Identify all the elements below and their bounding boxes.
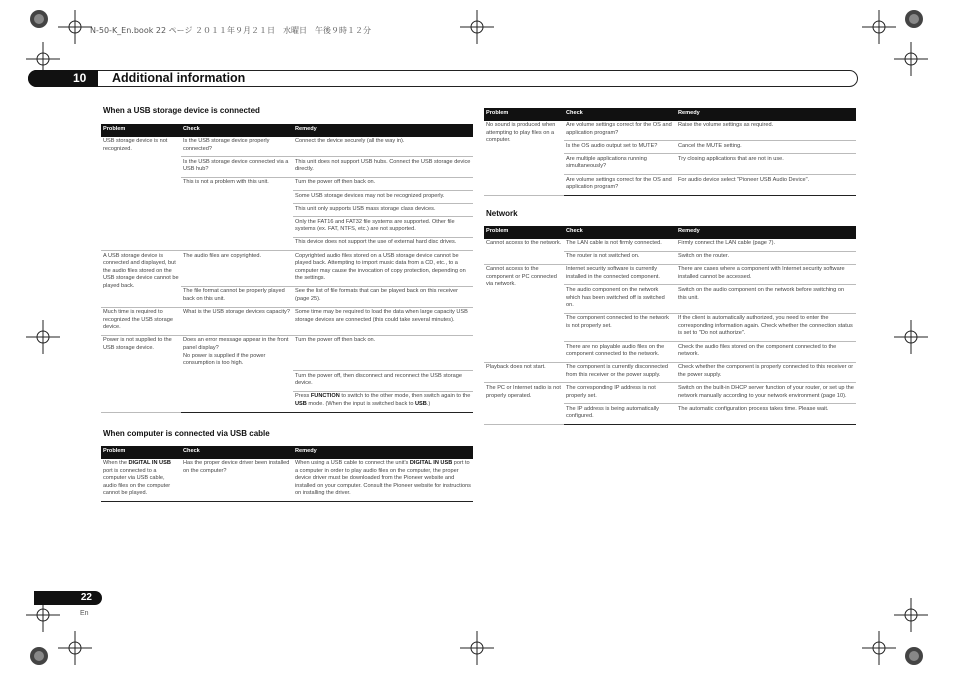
remedy-cell: When using a USB cable to connect the unit's DIGITAL IN USB port to a computer in order to play audio files on the computer, the proper device driver must be downloaded from the Pioneer website and installed on your computer. Consult the Pioneer website for instructions on installing the driver. [293,459,473,502]
chapter-title: Additional information [112,71,246,85]
check-cell: The IP address is being automatically configured. [564,404,676,425]
check-cell: The file format cannot be properly played back on this unit. [181,286,293,307]
check-cell [181,237,293,250]
remedy-cell: Some time may be required to load the data when large capacity USB storage devices are connected (this could take several minutes). [293,307,473,335]
table-row [101,137,473,157]
check-cell: Are multiple applications running simultaneously? [564,154,676,175]
table-row [101,459,473,502]
table-row [484,383,856,404]
usb-storage-table [101,124,473,413]
check-cell [181,204,293,217]
column-header-problem: Problem [484,226,564,239]
crosshair-icon [58,10,92,44]
remedy-cell: If the client is automatically authorized, you need to enter the corresponding information again. Check whether the connection status is set to "Do not authorize". [676,313,856,341]
column-header-check: Check [181,446,293,459]
remedy-cell: Switch on the router. [676,251,856,264]
crosshair-icon [460,631,494,665]
section-title-usb-cable: When computer is connected via USB cable [103,429,270,438]
table-row [484,121,856,141]
usb-cable-table [101,446,473,502]
problem-cell: No sound is produced when attempting to play files on a computer. [484,121,564,196]
crosshair-icon [58,631,92,665]
check-cell: The component is currently disconnected from this receiver or the power supply. [564,362,676,383]
check-cell: The component connected to the network is not properly set. [564,313,676,341]
problem-cell: When the DIGITAL IN USB port is connected to a computer via USB cable, audio files on the computer cannot be played. [101,459,181,502]
remedy-cell: Firmly connect the LAN cable (page 7). [676,239,856,252]
check-cell: Has the proper device driver been installed on the computer? [181,459,293,502]
remedy-cell: Press FUNCTION to switch to the other mode, then switch again to the USB mode. (When the input is switched back to USB.) [293,391,473,412]
chapter-number: 10 [28,70,98,87]
problem-cell: The PC or Internet radio is not properly operated. [484,383,564,424]
remedy-cell: There are cases where a component with Internet security software installed cannot be accessed. [676,264,856,285]
check-cell: Are volume settings correct for the OS and application program? [564,175,676,196]
crosshair-icon [894,42,928,76]
check-cell: Is the OS audio output set to MUTE? [564,141,676,154]
crosshair-icon [460,10,494,44]
crosshair-icon [894,320,928,354]
check-cell [181,391,293,412]
remedy-cell: Some USB storage devices may not be recognized properly. [293,191,473,204]
check-cell: Are volume settings correct for the OS and application program? [564,121,676,141]
remedy-cell: This unit only supports USB mass storage class devices. [293,204,473,217]
crosshair-icon [862,10,896,44]
remedy-cell: Turn the power off then back on. [293,177,473,190]
table-header-row [484,108,856,121]
remedy-cell: See the list of file formats that can be played back on this receiver (page 25). [293,286,473,307]
column-header-check: Check [564,226,676,239]
check-cell [181,217,293,238]
check-cell [181,371,293,392]
crosshair-icon [894,598,928,632]
remedy-cell: This device does not support the use of external hard disc drives. [293,237,473,250]
problem-cell: Cannot access to the network. [484,239,564,265]
section-title-usb-storage: When a USB storage device is connected [103,106,260,115]
registration-mark-icon [897,639,931,673]
check-cell: Does an error message appear in the front panel display? No power is supplied if the power consumption is too high. [183,337,289,367]
column-header-problem: Problem [101,446,181,459]
remedy-cell: This unit does not support USB hubs. Connect the USB storage device directly. [293,157,473,178]
check-cell: Is the USB storage device connected via a USB hub? [181,157,293,178]
problem-cell: Playback does not start. [484,362,564,383]
check-cell: Internet security software is currently installed in the connected component. [564,264,676,285]
section-title-network: Network [486,209,518,218]
check-cell: Is the USB storage device properly connected? [181,137,293,157]
remedy-cell: Turn the power off then back on. [293,335,473,370]
problem-cell: USB storage device is not recognized. [101,137,181,251]
table-row [484,362,856,383]
remedy-cell: Connect the device securely (all the way in). [293,137,473,157]
problem-cell: Power is not supplied to the USB storage device. [101,335,181,412]
problem-cell: A USB storage device is connected and displayed, but the audio files stored on the USB storage device cannot be played back. [101,251,181,308]
table-row [484,264,856,285]
check-cell: The router is not switched on. [564,251,676,264]
table-header-row [101,446,473,459]
remedy-cell: For audio device select "Pioneer USB Audio Device". [676,175,856,196]
remedy-cell: Check the audio files stored on the component connected to the network. [676,342,856,363]
problem-cell: Cannot access to the component or PC connected via network. [484,264,564,362]
check-cell: This is not a problem with this unit. [183,179,269,186]
page-number: 22 [34,591,102,605]
column-header-problem: Problem [484,108,564,121]
table-header-row [484,226,856,239]
column-header-check: Check [564,108,676,121]
check-cell: The audio files are copyrighted. [181,251,293,287]
remedy-cell: Raise the volume settings as required. [676,121,856,141]
column-header-check: Check [181,124,293,137]
column-header-remedy: Remedy [293,446,473,459]
table-row [101,335,473,370]
remedy-cell: Only the FAT16 and FAT32 file systems are supported. Other file systems (ex. FAT, NTFS, etc.) are not supported. [293,217,473,238]
remedy-cell: Check whether the component is properly connected to this receiver or the power supply. [676,362,856,383]
registration-mark-icon [897,2,931,36]
crop-header-text: N-50-K_En.book 22 ページ ２０１１年９月２１日 水曜日 午後９時１２分 [90,26,371,35]
table-row [484,239,856,252]
remedy-cell: The automatic configuration process takes time. Please wait. [676,404,856,425]
column-header-problem: Problem [101,124,181,137]
check-cell: What is the USB storage devices capacity? [181,307,293,335]
remedy-cell: Switch on the audio component on the network before switching on this unit. [676,285,856,313]
column-header-remedy: Remedy [676,226,856,239]
remedy-cell: Copyrighted audio files stored on a USB storage device cannot be played back. Attempting to import music data from a CD, etc., to a computer may cause the invocation of copy protection, depending on the settings. [293,251,473,287]
registration-mark-icon [22,2,56,36]
problem-cell: Much time is required to recognized the USB storage device. [101,307,181,335]
no-sound-table [484,108,856,196]
network-table [484,226,856,425]
check-cell: There are no playable audio files on the component connected to the network. [564,342,676,363]
check-cell: The corresponding IP address is not properly set. [564,383,676,404]
remedy-cell: Try closing applications that are not in use. [676,154,856,175]
crosshair-icon [26,320,60,354]
crosshair-icon [862,631,896,665]
remedy-cell: Turn the power off, then disconnect and reconnect the USB storage device. [293,371,473,392]
remedy-cell: Switch on the built-in DHCP server function of your router, or set up the network manually according to your network environment (page 10). [676,383,856,404]
registration-mark-icon [22,639,56,673]
table-header-row [101,124,473,137]
column-header-remedy: Remedy [676,108,856,121]
page-language: En [80,610,89,617]
check-cell [181,191,293,204]
table-row [101,307,473,335]
check-cell: The LAN cable is not firmly connected. [564,239,676,252]
check-cell: The audio component on the network which has been switched off is switched on. [564,285,676,313]
column-header-remedy: Remedy [293,124,473,137]
remedy-cell: Cancel the MUTE setting. [676,141,856,154]
table-row [101,251,473,287]
